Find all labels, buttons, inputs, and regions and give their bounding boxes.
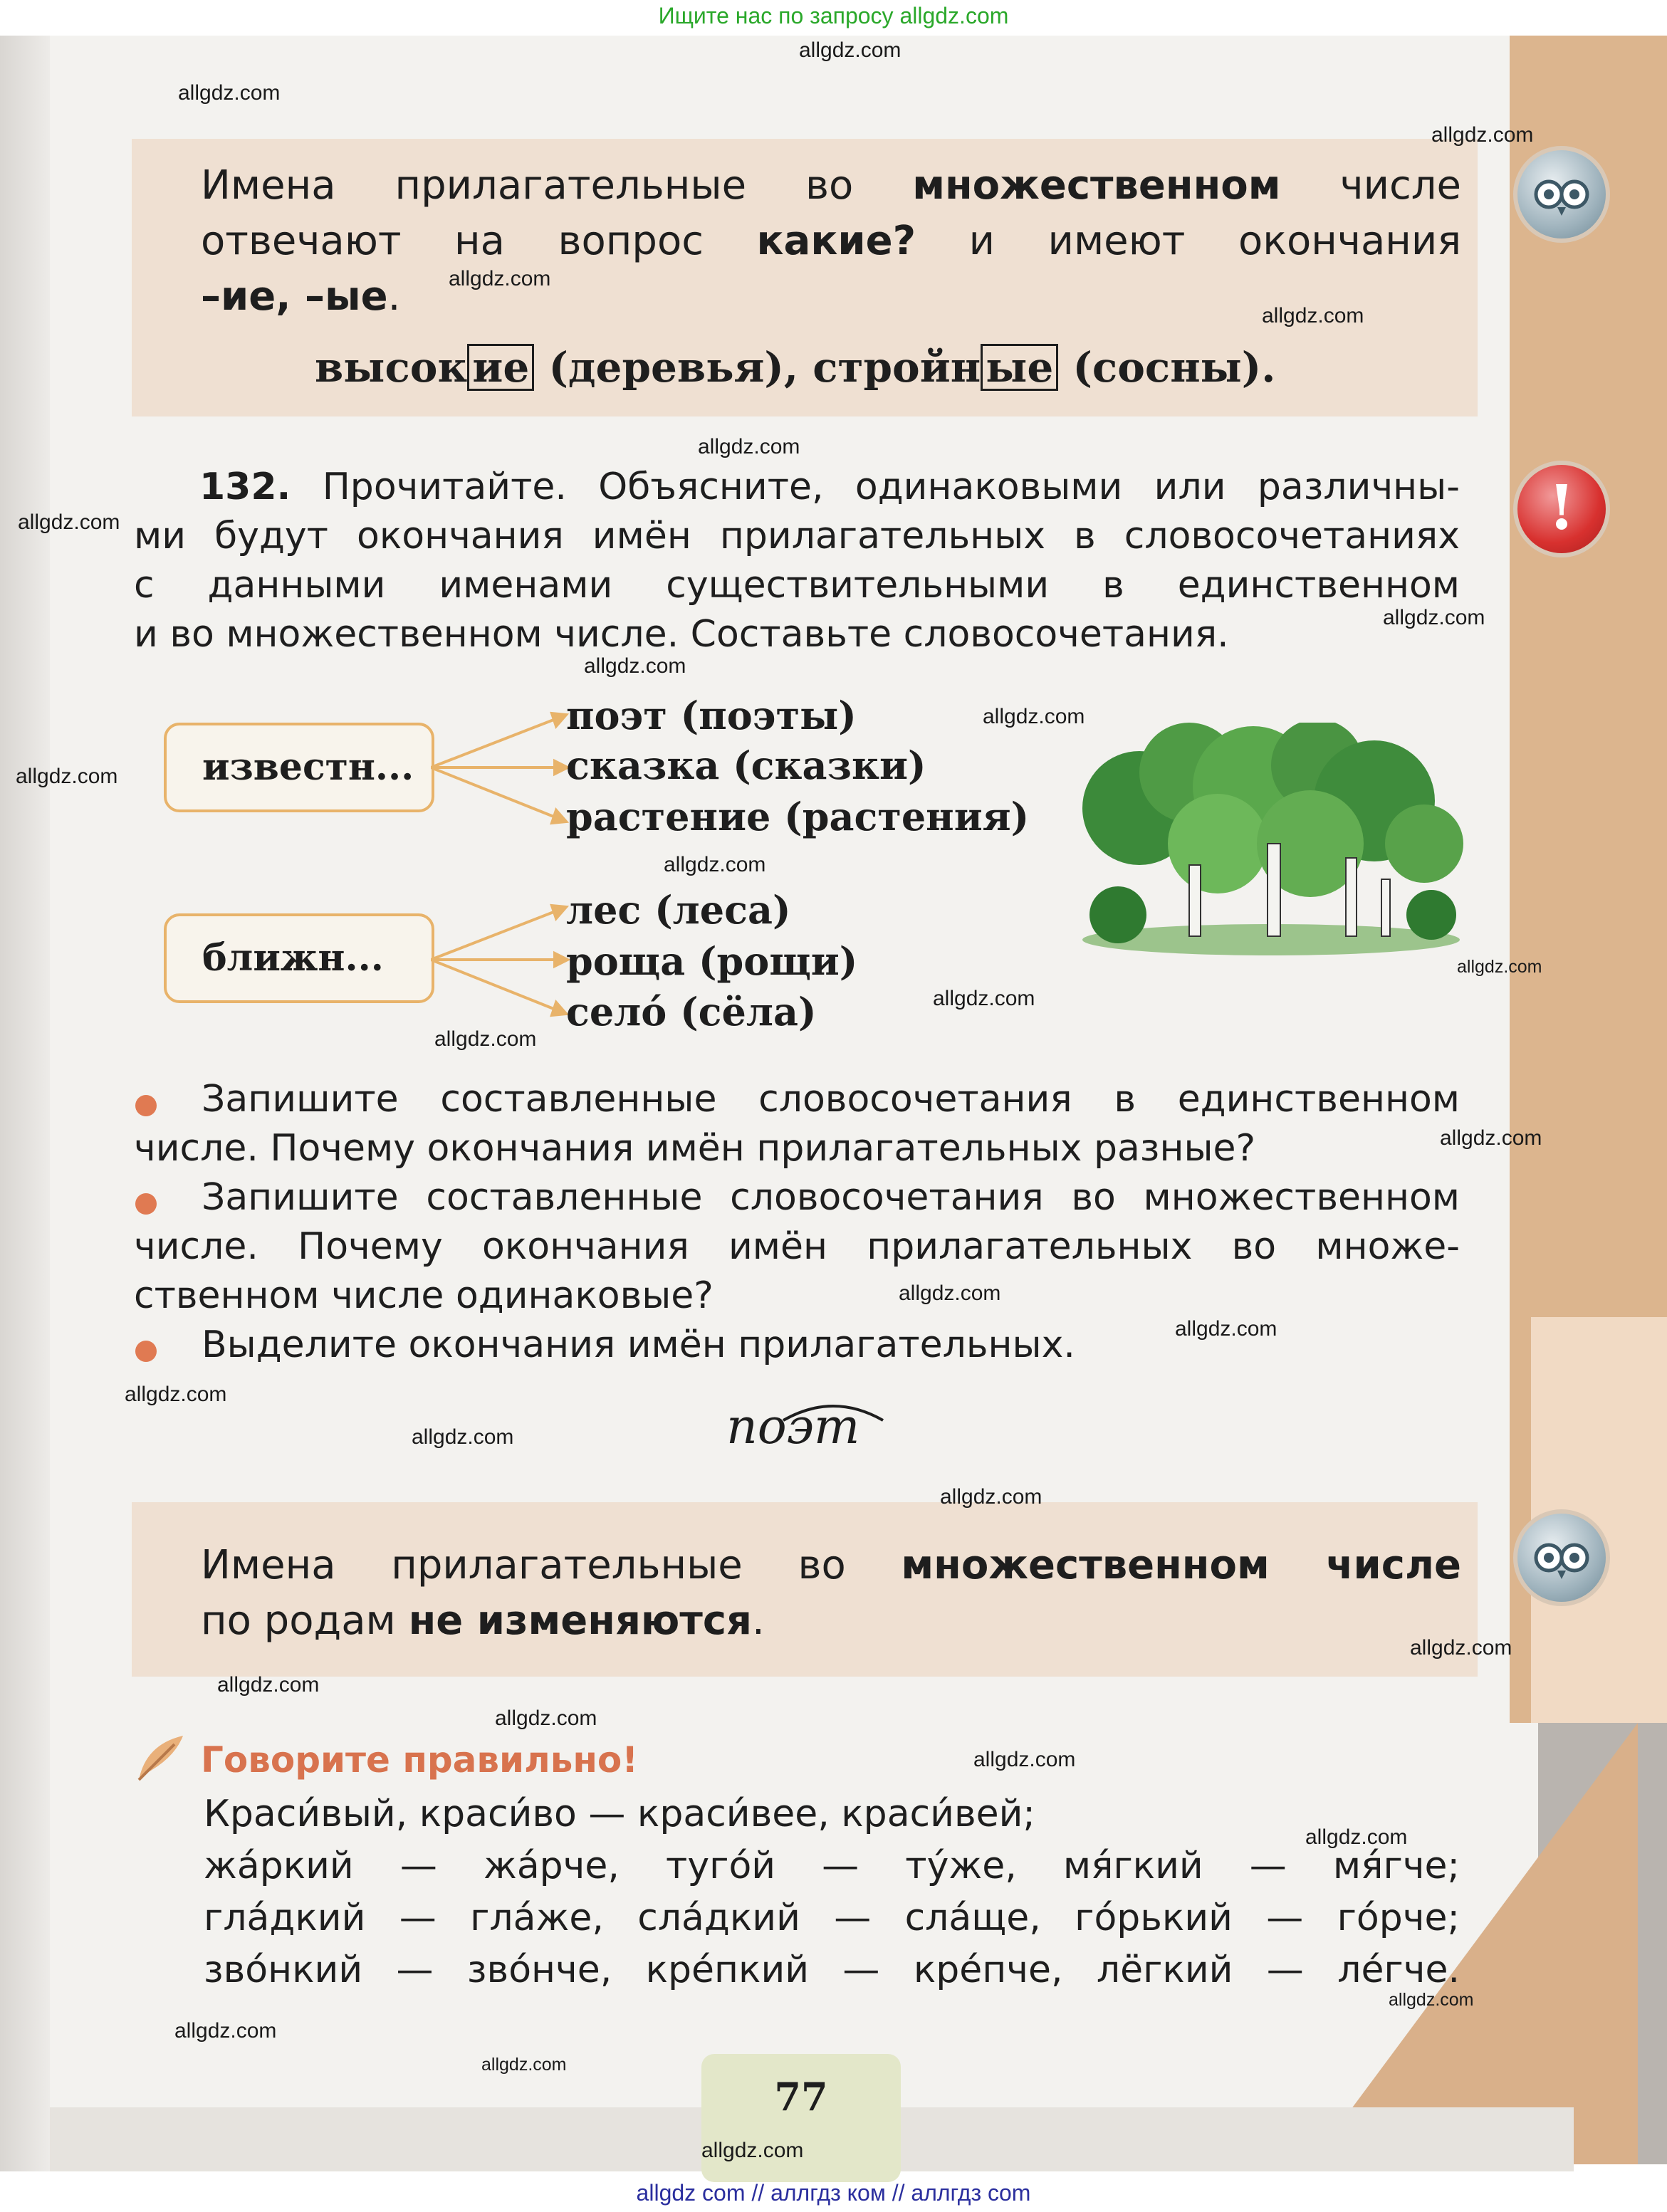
- watermark: allgdz.com: [698, 435, 800, 458]
- group2-word-1: лес (леса): [566, 887, 791, 933]
- rule2-line2: по родам не изменяются.: [201, 1598, 765, 1644]
- header-link[interactable]: Ищите нас по запросу allgdz.com: [658, 3, 1009, 28]
- watermark: allgdz.com: [434, 1027, 537, 1051]
- speak-title: Говорите правильно!: [201, 1739, 639, 1781]
- speak-line2: жа́ркий — жа́рче, туго́й — ту́же, мя́гкий — мя́гче;: [204, 1845, 1460, 1887]
- task132-line4: и во множественном числе. Составьте словосочетания.: [134, 613, 1229, 656]
- group2-word-2: роща (рощи): [566, 938, 858, 984]
- task132-line3: с данными именами существительными в единственном: [134, 564, 1460, 607]
- group2-word-3: село́ (сёла): [566, 989, 817, 1034]
- speak-line3: гла́дкий — гла́же, сла́дкий — сла́ще, го́рький — го́рче;: [204, 1897, 1460, 1939]
- rule1-line1: Имена прилагательные во множественном числе: [201, 162, 1461, 209]
- stem-bubble-2: ближн...: [164, 913, 434, 1003]
- watermark: allgdz.com: [174, 2019, 277, 2043]
- watermark: allgdz.com: [125, 1383, 227, 1406]
- task132-line2: ми будут окончания имён прилагательных в словосочетаниях: [134, 515, 1460, 557]
- group1-word-3: растение (растения): [566, 794, 1030, 839]
- watermark: allgdz.com: [495, 1707, 597, 1730]
- speak-line1: Краси́вый, краси́во — краси́вее, краси́вей;: [204, 1793, 1035, 1835]
- bullet-dot: [135, 1341, 157, 1362]
- rule1-line3: –ие, –ые.: [201, 273, 401, 320]
- watermark: allgdz.com: [1457, 957, 1542, 977]
- task132-line1: 132. Прочитайте. Объясните, одинаковыми или различны-: [199, 466, 1460, 508]
- watermark: allgdz.com: [983, 705, 1085, 728]
- watermark: allgdz.com: [933, 987, 1035, 1010]
- watermark: allgdz.com: [412, 1425, 514, 1449]
- watermark: allgdz.com: [799, 38, 902, 62]
- bullet2-line3: ственном числе одинаковые?: [134, 1274, 714, 1317]
- group1-word-1: поэт (поэты): [566, 693, 857, 738]
- watermark: allgdz.com: [1383, 606, 1485, 629]
- watermark: allgdz.com: [1440, 1126, 1542, 1150]
- watermark: allgdz.com: [701, 2139, 804, 2162]
- watermark: allgdz.com: [584, 654, 686, 678]
- watermark: allgdz.com: [178, 81, 281, 105]
- bullet1-line2: числе. Почему окончания имён прилагательных разные?: [134, 1127, 1256, 1170]
- tree-illustration: [1075, 723, 1467, 958]
- bullet2-line2: числе. Почему окончания имён прилагательных во множе-: [134, 1225, 1460, 1268]
- stem-bubble-1: известн...: [164, 723, 434, 812]
- rule1-example: высок ие (деревья), стройн ые (сосны).: [315, 343, 1276, 392]
- speak-line4: зво́нкий — зво́нче, кре́пкий — кре́пче, лёгкий — ле́гче.: [204, 1949, 1460, 1991]
- arrows-group-2: [431, 896, 573, 1031]
- watermark: allgdz.com: [18, 510, 120, 534]
- watermark: allgdz.com: [1431, 123, 1534, 147]
- arrows-group-1: [431, 705, 573, 840]
- exclamation-icon: !: [1513, 461, 1610, 557]
- rule2-line1: Имена прилагательные во множественном числе: [201, 1542, 1461, 1588]
- bullet2-line1: Запишите составленные словосочетания во множественном: [202, 1176, 1460, 1219]
- bullet1-line1: Запишите составленные словосочетания в единственном: [202, 1078, 1460, 1121]
- watermark: allgdz.com: [940, 1485, 1042, 1509]
- watermark: allgdz.com: [1410, 1636, 1512, 1660]
- bullet3-line1: Выделите окончания имён прилагательных.: [202, 1323, 1075, 1366]
- owl-icon: [1513, 1509, 1610, 1606]
- ending-mark: [780, 1392, 887, 1427]
- watermark: allgdz.com: [1305, 1825, 1408, 1849]
- watermark: allgdz.com: [481, 2055, 567, 2075]
- handwriting-sample: поэт: [726, 1399, 860, 1455]
- watermark: allgdz.com: [664, 853, 766, 876]
- watermark: allgdz.com: [449, 267, 551, 290]
- page-number: 77: [701, 2054, 901, 2182]
- watermark: allgdz.com: [899, 1281, 1001, 1305]
- watermark: allgdz.com: [1175, 1317, 1277, 1341]
- watermark: allgdz.com: [1389, 1990, 1474, 2010]
- rule1-line2: отвечают на вопрос какие? и имеют окончания: [201, 218, 1461, 264]
- footer-links[interactable]: allgdz com // аллгдз ком // аллгдз com: [636, 2180, 1031, 2206]
- watermark: allgdz.com: [973, 1748, 1076, 1771]
- owl-icon: [1513, 146, 1610, 243]
- watermark: allgdz.com: [217, 1673, 320, 1697]
- watermark: allgdz.com: [16, 765, 118, 788]
- group1-word-2: сказка (сказки): [566, 743, 926, 788]
- feather-icon: [132, 1730, 189, 1787]
- watermark: allgdz.com: [1262, 304, 1364, 327]
